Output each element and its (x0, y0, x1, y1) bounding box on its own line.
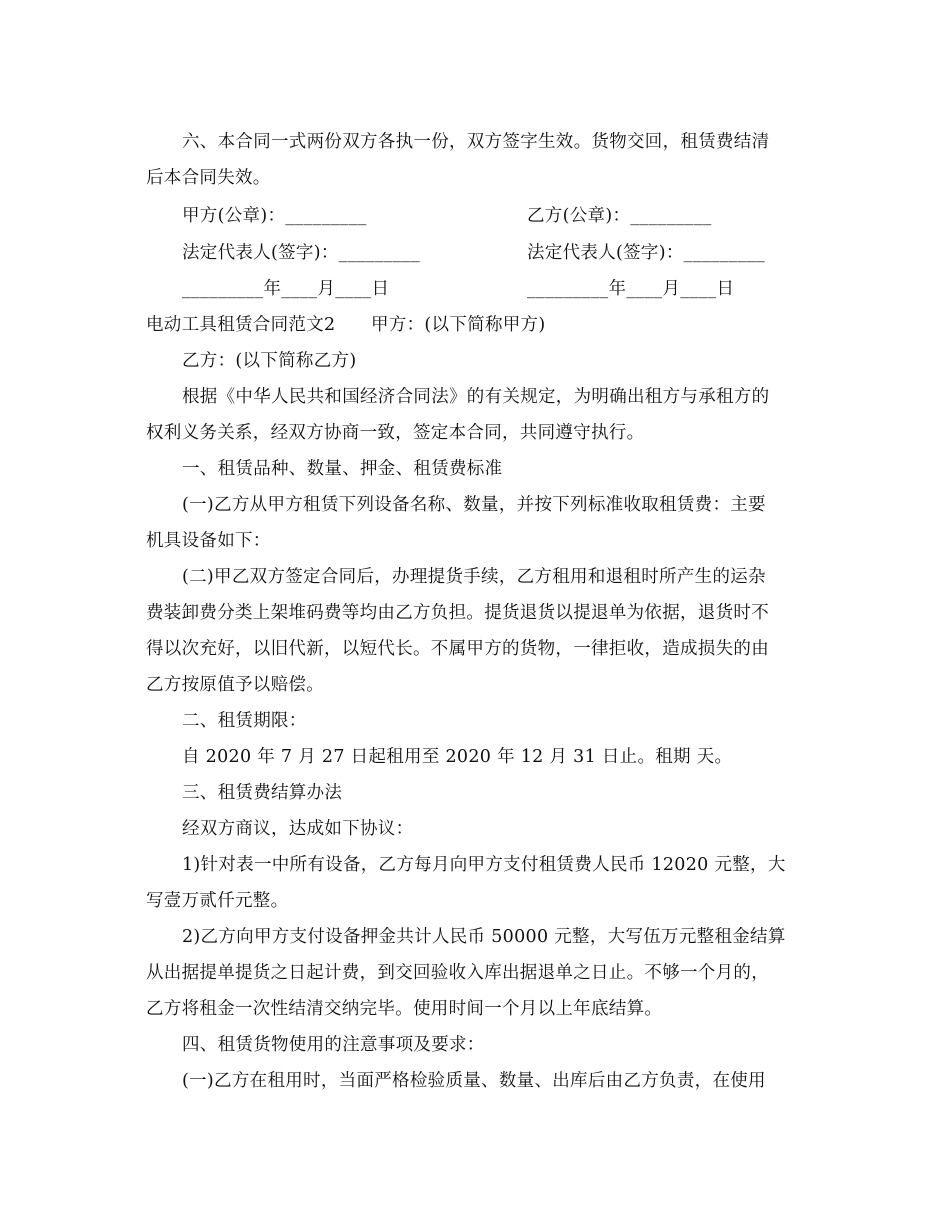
section1-item2-line4: 乙方按原值予以赔偿。 (146, 675, 324, 695)
section1-item1-line1: (一)乙方从甲方租赁下列设备名称、数量，并按下列标准收取租赁费：主要 (182, 495, 766, 515)
contract-title-2: 电动工具租赁合同范文2 甲方：(以下简称甲方) (146, 315, 546, 335)
section6-text-line2: 后本合同失效。 (146, 168, 271, 188)
section3-item1-line2: 写壹万贰仟元整。 (146, 891, 289, 911)
intro-line1: 根据《中华人民共和国经济合同法》的有关规定，为明确出租方与承租方的 (182, 387, 770, 407)
section1-item2-line3: 得以次充好，以旧代新，以短代长。不属甲方的货物，一律拒收，造成损失的由 (146, 639, 769, 659)
intro-line2: 权利义务关系，经双方协商一致，签定本合同，共同遵守执行。 (146, 423, 645, 443)
section3-item2-line2: 从出据提单提货之日起计费，到交回验收入库出据退单之日止。不够一个月的， (146, 963, 769, 983)
section4-item1-line1: (一)乙方在租用时，当面严格检验质量、数量、出库后由乙方负责，在使用 (182, 1071, 766, 1091)
section1-heading: 一、租赁品种、数量、押金、租赁费标准 (182, 459, 503, 479)
section1-item2-line1: (二)甲乙双方签定合同后，办理提货手续，乙方租用和退租时所产生的运杂 (182, 567, 766, 587)
section1-item2-line2: 费装卸费分类上架堆码费等均由乙方负担。提货退货以提退单为依据，退货时不 (146, 603, 769, 623)
party-a-representative-field: 法定代表人(签字)：_________ (182, 243, 421, 263)
section3-heading: 三、租赁费结算办法 (182, 783, 343, 803)
party-b-line: 乙方：(以下简称乙方) (182, 351, 357, 371)
party-a-date-field: _________年____月____日 (182, 279, 390, 299)
party-b-representative-field: 法定代表人(签字)：_________ (527, 243, 766, 263)
section2-heading: 二、租赁期限： (182, 711, 307, 731)
section3-intro: 经双方商议，达成如下协议： (182, 819, 414, 839)
party-b-seal-field: 乙方(公章)：_________ (527, 206, 712, 226)
section3-item1-line1: 1)针对表一中所有设备，乙方每月向甲方支付租赁费人民币 12020 元整，大 (182, 855, 786, 875)
party-b-date-field: _________年____月____日 (527, 279, 735, 299)
section1-item1-line2: 机具设备如下： (146, 531, 271, 551)
section2-text: 自 2020 年 7 月 27 日起租用至 2020 年 12 月 31 日止。租期 天。 (182, 747, 733, 767)
section3-item2-line1: 2)乙方向甲方支付设备押金共计人民币 50000 元整，大写伍万元整租金结算 (182, 927, 786, 947)
party-a-seal-field: 甲方(公章)：_________ (182, 206, 367, 226)
section6-text-line1: 六、本合同一式两份双方各执一份，双方签字生效。货物交回，租赁费结清 (182, 132, 770, 152)
section3-item2-line3: 乙方将租金一次性结清交纳完毕。使用时间一个月以上年底结算。 (146, 999, 663, 1019)
section4-heading: 四、租赁货物使用的注意事项及要求： (182, 1035, 485, 1055)
